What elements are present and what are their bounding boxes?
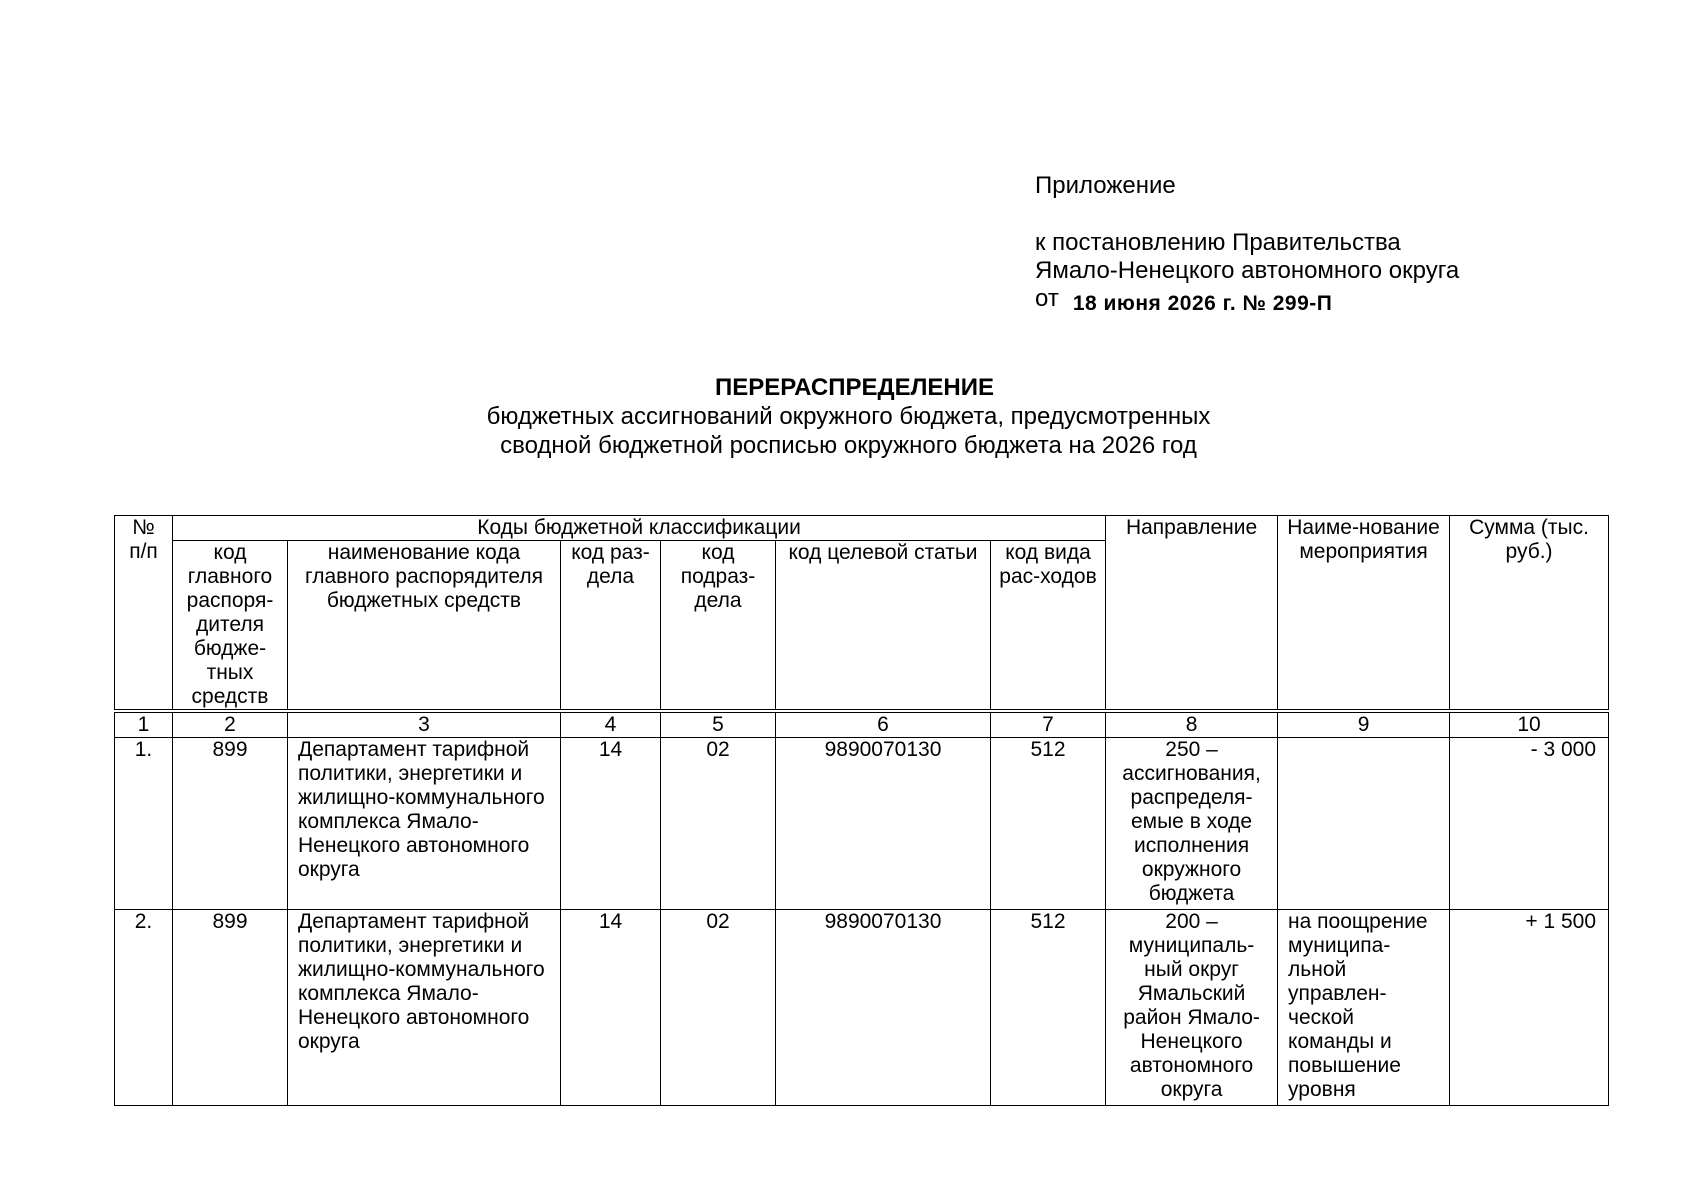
header-expense-type: код вида рас-ходов	[991, 541, 1106, 710]
appendix-from-label: от	[1035, 285, 1059, 312]
header-direction: Направление	[1106, 516, 1278, 710]
cell-subsection: 02	[661, 910, 776, 1106]
appendix-block	[1035, 172, 1459, 314]
appendix-label: Приложение	[1035, 172, 1176, 199]
column-number: 8	[1106, 713, 1278, 738]
cell-num: 1.	[115, 738, 173, 910]
cell-expense-type: 512	[991, 738, 1106, 910]
cell-admin-code: 899	[173, 910, 288, 1106]
table-header-row	[115, 516, 1609, 541]
column-number: 5	[661, 713, 776, 738]
header-event-name: Наиме-нование мероприятия	[1278, 516, 1450, 710]
column-number: 7	[991, 713, 1106, 738]
cell-target: 9890070130	[776, 738, 991, 910]
document-subtitle-line1: бюджетных ассигнований окружного бюджета, предусмотренных	[486, 403, 1211, 430]
cell-admin-name: Департамент тарифной политики, энергетики и жилищно-коммунального комплекса Ямало-Ненецкого автономного округа	[288, 910, 561, 1106]
cell-event	[1278, 738, 1450, 910]
header-main-admin-name: наименование кода главного распорядителя бюджетных средств	[288, 541, 561, 710]
cell-section: 14	[561, 910, 661, 1106]
header-subsection: код подраз-дела	[661, 541, 776, 710]
appendix-date-number: 18 июня 2026 г. № 299-П	[1072, 292, 1333, 315]
cell-admin-name: Департамент тарифной политики, энергетики и жилищно-коммунального комплекса Ямало-Ненецкого автономного округа	[288, 738, 561, 910]
column-number: 2	[173, 713, 288, 738]
column-number: 10	[1450, 713, 1609, 738]
column-number: 4	[561, 713, 661, 738]
cell-sum: - 3 000	[1450, 738, 1609, 910]
cell-expense-type: 512	[991, 910, 1106, 1106]
cell-target: 9890070130	[776, 910, 991, 1106]
redistribution-table	[114, 515, 1609, 1106]
header-main-admin-code: код главного распоря-дителя бюдже-тных средств	[173, 541, 288, 710]
appendix-resolution-line: к постановлению Правительства	[1035, 229, 1401, 256]
document-title-block	[0, 373, 1697, 460]
cell-direction: 200 – муниципаль-ный округ Ямальский район Ямало-Ненецкого автономного округа	[1106, 910, 1278, 1106]
column-number: 9	[1278, 713, 1450, 738]
document-subtitle-line2: сводной бюджетной росписью окружного бюджета на 2026 год	[500, 432, 1197, 459]
header-sum: Сумма (тыс. руб.)	[1450, 516, 1609, 710]
cell-admin-code: 899	[173, 738, 288, 910]
cell-section: 14	[561, 738, 661, 910]
document-title: ПЕРЕРАСПРЕДЕЛЕНИЕ	[714, 374, 995, 401]
appendix-date-line	[1035, 285, 1459, 314]
cell-direction: 250 – ассигнования, распределя-емые в ходе исполнения окружного бюджета	[1106, 738, 1278, 910]
table-row	[115, 910, 1609, 1106]
column-number: 1	[115, 713, 173, 738]
column-numbers-row	[115, 713, 1609, 738]
header-section: код раз-дела	[561, 541, 661, 710]
appendix-region-line: Ямало-Ненецкого автономного округа	[1035, 257, 1460, 284]
table-row	[115, 738, 1609, 910]
header-target: код целевой статьи	[776, 541, 991, 710]
header-num: № п/п	[115, 516, 173, 710]
cell-sum: + 1 500	[1450, 910, 1609, 1106]
column-number: 3	[288, 713, 561, 738]
cell-event: на поощрение муниципа-льной управлен-ческой команды и повышение уровня	[1278, 910, 1450, 1106]
column-number: 6	[776, 713, 991, 738]
cell-num: 2.	[115, 910, 173, 1106]
cell-subsection: 02	[661, 738, 776, 910]
header-codes-group: Коды бюджетной классификации	[173, 516, 1106, 541]
